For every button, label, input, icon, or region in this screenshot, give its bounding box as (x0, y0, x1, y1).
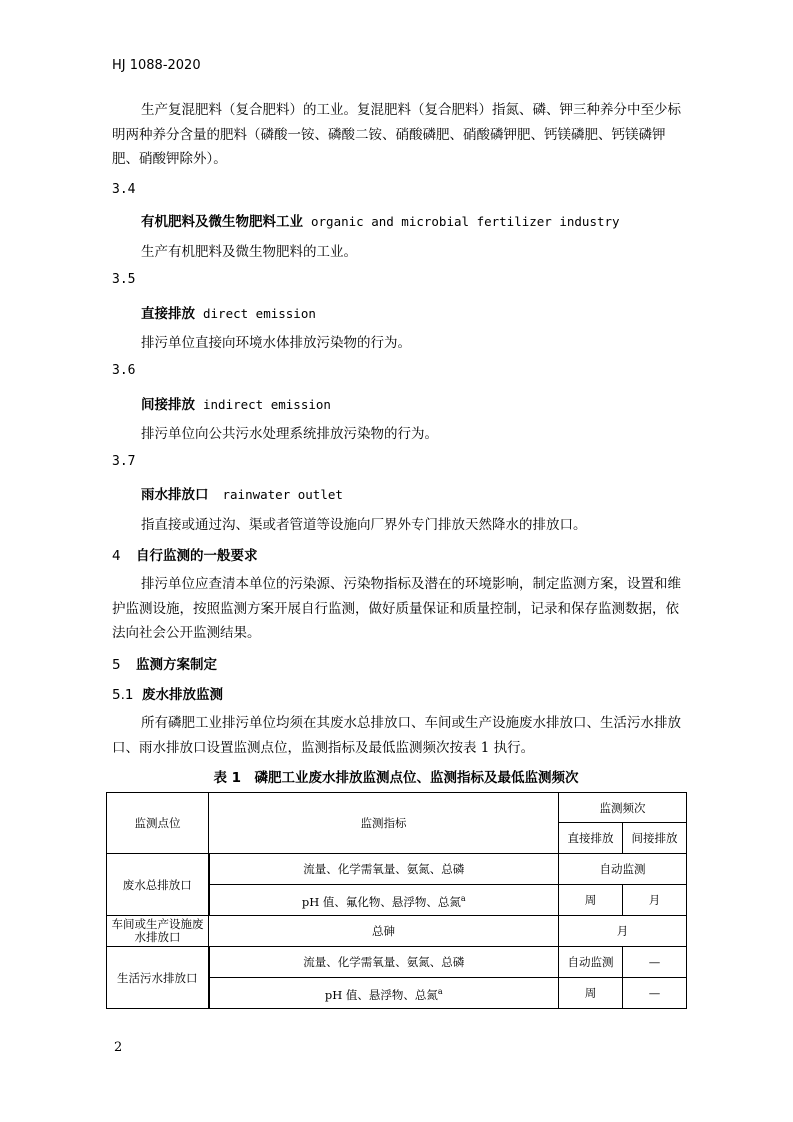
table-1-caption: 表 1 磷肥工业废水排放监测点位、监测指标及最低监测频次 (213, 770, 579, 786)
document-header-code: HJ 1088-2020 (112, 58, 201, 73)
table-row (107, 947, 687, 978)
cell-indicator: 流量、化学需氧量、氨氮、总磷 (209, 947, 559, 978)
term-3-7 (141, 483, 343, 503)
term-zh: 有机肥料及微生物肥料工业 (141, 214, 303, 230)
footnote-mark: a (437, 986, 443, 996)
cell-point: 废水总排放口 (107, 854, 209, 916)
section-number: 4 (112, 548, 121, 564)
section-number: 5 (112, 657, 121, 673)
cell-indicator (209, 978, 559, 1009)
term-zh: 雨水排放口 (141, 487, 209, 503)
cell-point: 生活污水排放口 (107, 947, 209, 1009)
term-en: direct emission (203, 306, 316, 321)
header-indirect-emission: 间接排放 (623, 823, 687, 854)
indicator-text: pH 值、氟化物、悬浮物、总氮 (301, 894, 461, 909)
definition-3-4: 生产有机肥料及微生物肥料的工业。 (141, 244, 357, 260)
term-en: organic and microbial fertilizer industry (311, 214, 620, 229)
indicator-text: pH 值、悬浮物、总氮 (324, 987, 438, 1002)
section-5-heading (112, 653, 217, 673)
cell-indirect: — (623, 947, 687, 978)
clause-number-3-5: 3.5 (112, 272, 136, 287)
term-3-4 (141, 210, 620, 230)
definition-3-7: 指直接或通过沟、渠或者管道等设施向厂界外专门排放天然降水的排放口。 (141, 517, 587, 533)
header-direct-emission: 直接排放 (559, 823, 623, 854)
cell-direct: 周 (559, 978, 623, 1009)
term-en: indirect emission (203, 397, 331, 412)
term-zh: 间接排放 (141, 397, 195, 413)
page-number: 2 (114, 1040, 123, 1055)
clause-number-3-6: 3.6 (112, 363, 136, 378)
term-en: rainwater outlet (222, 487, 343, 502)
section-number: 5.1 (112, 687, 134, 703)
footnote-mark: a (460, 893, 466, 903)
clause-number-3-4: 3.4 (112, 182, 136, 197)
table-row (107, 916, 687, 947)
clause-number-3-7: 3.7 (112, 454, 136, 469)
definition-3-6: 排污单位向公共污水处理系统排放污染物的行为。 (141, 426, 438, 442)
cell-direct: 周 (559, 885, 623, 916)
cell-indicator: 总砷 (209, 916, 559, 947)
cell-indicator (209, 885, 559, 916)
term-3-6 (141, 393, 331, 413)
cell-indirect: 月 (623, 885, 687, 916)
header-monitoring-indicator: 监测指标 (209, 793, 559, 854)
monitoring-table (106, 792, 687, 1009)
section-title: 监测方案制定 (136, 657, 217, 673)
term-zh: 直接排放 (141, 306, 195, 322)
header-monitoring-point: 监测点位 (107, 793, 209, 854)
section-title: 废水排放监测 (142, 687, 223, 703)
section-4-paragraph: 排污单位应查清本单位的污染源、污染物指标及潜在的环境影响，制定监测方案，设置和维护监测设施，按照监测方案开展自行监测，做好质量保证和质量控制，记录和保存监测数据，依法向社会公开监测结果。 (112, 576, 681, 641)
header-monitoring-frequency: 监测频次 (559, 793, 687, 823)
section-4-heading (112, 544, 258, 564)
table-row (107, 854, 687, 885)
definition-3-5: 排污单位直接向环境水体排放污染物的行为。 (141, 335, 411, 351)
cell-direct: 自动监测 (559, 947, 623, 978)
cell-indicator: 流量、化学需氧量、氨氮、总磷 (209, 854, 559, 885)
table-header-row (107, 793, 687, 823)
cell-frequency-merged: 月 (559, 916, 687, 947)
cell-indirect: — (623, 978, 687, 1009)
section-5-1-paragraph: 所有磷肥工业排污单位均须在其废水总排放口、车间或生产设施废水排放口、生活污水排放口、雨水排放口设置监测点位，监测指标及最低监测频次按表 1 执行。 (112, 715, 681, 756)
term-3-5 (141, 302, 316, 322)
cell-frequency-merged: 自动监测 (559, 854, 687, 885)
cell-point: 车间或生产设施废水排放口 (107, 916, 209, 947)
section-5-1-heading (112, 683, 223, 703)
section-title: 自行监测的一般要求 (136, 548, 258, 564)
intro-paragraph: 生产复混肥料（复合肥料）的工业。复混肥料（复合肥料）指氮、磷、钾三种养分中至少标明两种养分含量的肥料（磷酸一铵、磷酸二铵、硝酸磷肥、硝酸磷钾肥、钙镁磷肥、钙镁磷钾肥、硝酸钾除外）。 (112, 102, 681, 167)
